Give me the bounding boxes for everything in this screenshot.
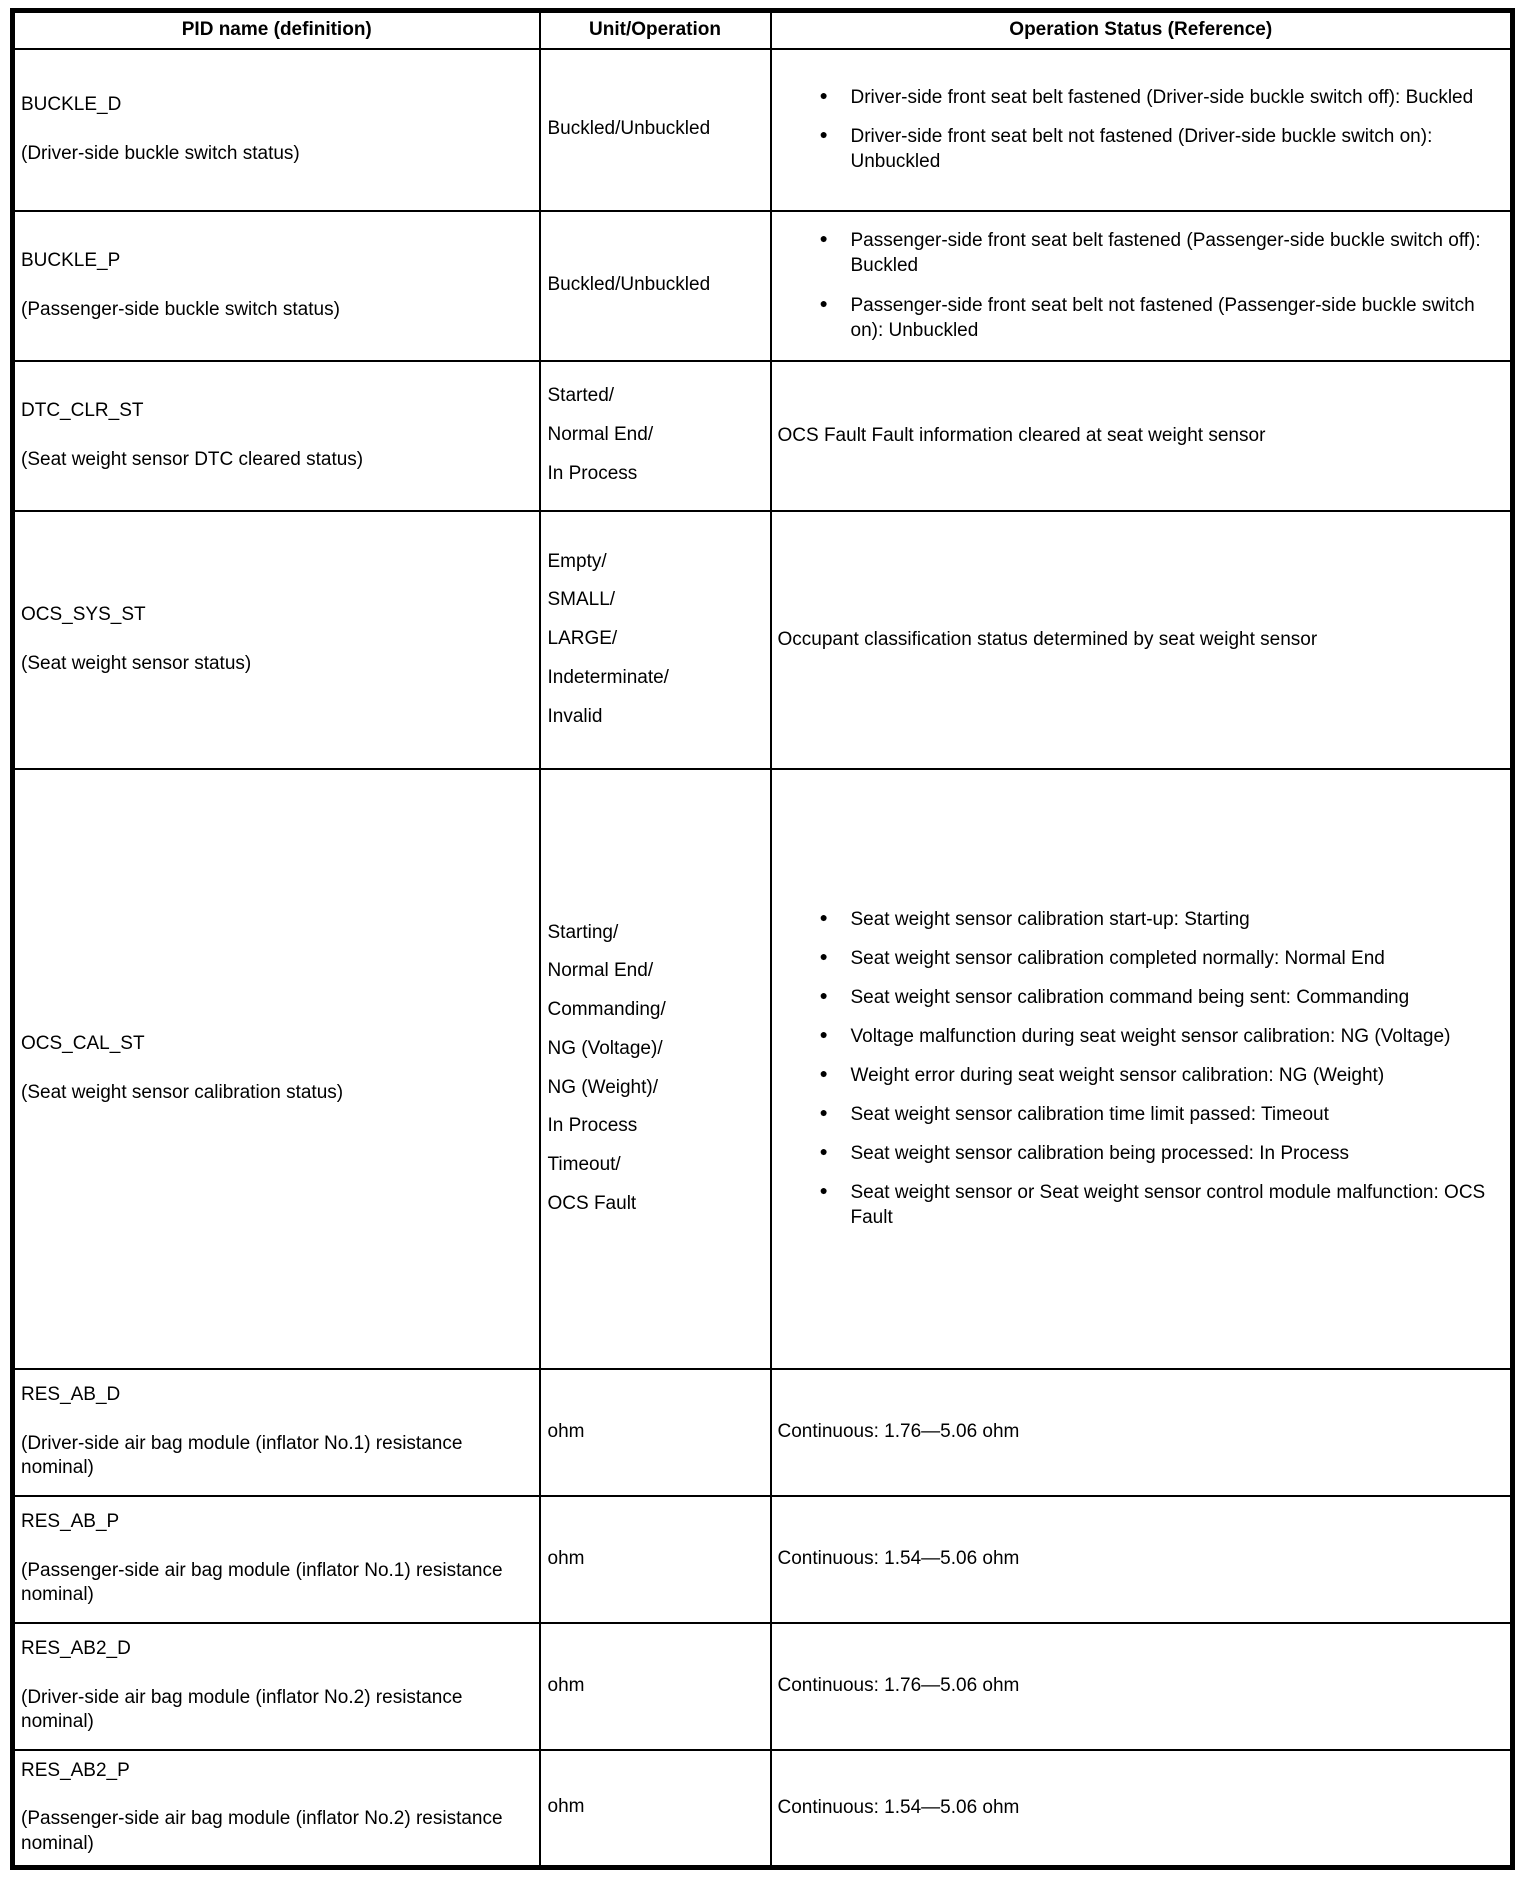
pid-definition: (Seat weight sensor calibration status) bbox=[21, 1081, 344, 1103]
unit-value: SMALL/ bbox=[547, 589, 616, 611]
status-bullet-list bbox=[778, 907, 1501, 1231]
bullet-icon: ● bbox=[819, 1143, 828, 1160]
bullet-icon: ● bbox=[819, 294, 828, 311]
unit-value: Starting/ bbox=[547, 921, 619, 943]
unit-cell bbox=[540, 511, 771, 769]
unit-cell bbox=[540, 361, 771, 511]
pid-cell bbox=[13, 1750, 540, 1868]
bullet-icon: ● bbox=[819, 986, 828, 1003]
status-cell bbox=[771, 1496, 1513, 1623]
status-bullet-item bbox=[820, 124, 1501, 174]
unit-value: Commanding/ bbox=[547, 999, 666, 1021]
pid-cell bbox=[13, 511, 540, 769]
pid-cell bbox=[13, 1369, 540, 1496]
status-text: Weight error during seat weight sensor calibration: NG (Weight) bbox=[850, 1064, 1385, 1086]
unit-cell bbox=[540, 1496, 771, 1623]
table-header-row bbox=[13, 11, 1513, 49]
pid-definition: (Passenger-side air bag module (inflator No.1) resistance nominal) bbox=[21, 1559, 503, 1606]
status-text: Voltage malfunction during seat weight sensor calibration: NG (Voltage) bbox=[850, 1025, 1451, 1047]
pid-name: OCS_CAL_ST bbox=[21, 1032, 145, 1054]
unit-value: ohm bbox=[547, 1420, 585, 1442]
pid-definition: (Driver-side air bag module (inflator No.2) resistance nominal) bbox=[21, 1686, 463, 1733]
status-bullet-item bbox=[820, 1024, 1501, 1049]
table-row bbox=[13, 211, 1513, 361]
status-bullet-item bbox=[820, 1141, 1501, 1166]
pid-name: RES_AB2_D bbox=[21, 1637, 131, 1659]
unit-value: In Process bbox=[547, 462, 638, 484]
unit-value: Empty/ bbox=[547, 550, 607, 572]
bullet-icon: ● bbox=[819, 1064, 828, 1081]
pid-definition: (Driver-side buckle switch status) bbox=[21, 142, 300, 164]
col-header-pid-name: PID name (definition) bbox=[13, 11, 540, 49]
pid-definition: (Seat weight sensor status) bbox=[21, 652, 252, 674]
pid-cell bbox=[13, 769, 540, 1369]
status-cell bbox=[771, 1369, 1513, 1496]
status-text: Occupant classification status determined by seat weight sensor bbox=[777, 628, 1318, 650]
unit-value: Buckled/Unbuckled bbox=[547, 118, 711, 140]
table-row bbox=[13, 1623, 1513, 1750]
pid-cell bbox=[13, 361, 540, 511]
pid-cell bbox=[13, 1496, 540, 1623]
unit-value: ohm bbox=[547, 1547, 585, 1569]
status-text: Driver-side front seat belt fastened (Driver-side buckle switch off): Buckled bbox=[850, 86, 1474, 108]
pid-name: OCS_SYS_ST bbox=[21, 603, 146, 625]
status-text: Continuous: 1.54—5.06 ohm bbox=[777, 1796, 1020, 1818]
pid-cell bbox=[13, 49, 540, 211]
status-text: Continuous: 1.76—5.06 ohm bbox=[777, 1675, 1020, 1697]
unit-value: Buckled/Unbuckled bbox=[547, 274, 711, 296]
pid-reference-table bbox=[10, 8, 1515, 1870]
unit-value: In Process bbox=[547, 1115, 638, 1137]
status-text: Driver-side front seat belt not fastened (Driver-side buckle switch on): Unbuckled bbox=[850, 125, 1433, 173]
status-cell bbox=[771, 49, 1513, 211]
table-row bbox=[13, 1369, 1513, 1496]
unit-value: Normal End/ bbox=[547, 424, 654, 446]
status-cell bbox=[771, 511, 1513, 769]
unit-value: LARGE/ bbox=[547, 628, 618, 650]
unit-value: Timeout/ bbox=[547, 1153, 621, 1175]
status-cell bbox=[771, 769, 1513, 1369]
status-text: Passenger-side front seat belt not fastened (Passenger-side buckle switch on): Unbuckled bbox=[850, 294, 1475, 341]
status-bullet-item bbox=[820, 907, 1501, 932]
unit-cell bbox=[540, 211, 771, 361]
status-bullet-item bbox=[820, 85, 1501, 110]
status-text: Seat weight sensor or Seat weight sensor control module malfunction: OCS Fault bbox=[850, 1182, 1486, 1229]
pid-name: DTC_CLR_ST bbox=[21, 399, 144, 421]
col-header-operation-status: Operation Status (Reference) bbox=[771, 11, 1513, 49]
table-row bbox=[13, 769, 1513, 1369]
unit-value: ohm bbox=[547, 1674, 585, 1696]
unit-cell bbox=[540, 769, 771, 1369]
col-header-unit-operation: Unit/Operation bbox=[540, 11, 771, 49]
pid-definition: (Seat weight sensor DTC cleared status) bbox=[21, 448, 364, 470]
pid-definition: (Passenger-side buckle switch status) bbox=[21, 298, 340, 320]
unit-value: ohm bbox=[547, 1796, 585, 1818]
status-text: Seat weight sensor calibration command being sent: Commanding bbox=[850, 986, 1410, 1008]
bullet-icon: ● bbox=[819, 908, 828, 925]
pid-cell bbox=[13, 1623, 540, 1750]
pid-name: RES_AB2_P bbox=[21, 1759, 130, 1781]
bullet-icon: ● bbox=[819, 1104, 828, 1121]
status-cell bbox=[771, 211, 1513, 361]
unit-cell bbox=[540, 1623, 771, 1750]
status-text: Seat weight sensor calibration start-up: Starting bbox=[850, 908, 1250, 930]
status-text: Seat weight sensor calibration being processed: In Process bbox=[850, 1143, 1349, 1165]
unit-cell bbox=[540, 1369, 771, 1496]
unit-cell bbox=[540, 1750, 771, 1868]
status-cell bbox=[771, 1623, 1513, 1750]
unit-value: OCS Fault bbox=[547, 1192, 637, 1214]
status-cell bbox=[771, 1750, 1513, 1868]
bullet-icon: ● bbox=[819, 1182, 828, 1199]
status-bullet-item bbox=[820, 985, 1501, 1010]
status-text: Seat weight sensor calibration time limit passed: Timeout bbox=[850, 1104, 1329, 1126]
bullet-icon: ● bbox=[819, 230, 828, 247]
status-bullet-item bbox=[820, 1180, 1501, 1230]
unit-value: Started/ bbox=[547, 385, 615, 407]
status-text: OCS Fault Fault information cleared at seat weight sensor bbox=[777, 424, 1266, 446]
status-bullet-item bbox=[820, 946, 1501, 971]
status-bullet-list bbox=[778, 85, 1501, 174]
status-bullet-item bbox=[820, 228, 1501, 278]
pid-name: BUCKLE_P bbox=[21, 249, 121, 271]
status-text: Continuous: 1.76—5.06 ohm bbox=[777, 1421, 1020, 1443]
unit-value: Normal End/ bbox=[547, 960, 654, 982]
bullet-icon: ● bbox=[819, 86, 828, 103]
pid-cell bbox=[13, 211, 540, 361]
unit-cell bbox=[540, 49, 771, 211]
pid-definition: (Passenger-side air bag module (inflator No.2) resistance nominal) bbox=[21, 1808, 503, 1854]
unit-value: Indeterminate/ bbox=[547, 666, 669, 688]
pid-definition: (Driver-side air bag module (inflator No.1) resistance nominal) bbox=[21, 1432, 463, 1479]
status-bullet-item bbox=[820, 1102, 1501, 1127]
bullet-icon: ● bbox=[819, 947, 828, 964]
table-row bbox=[13, 1750, 1513, 1868]
unit-value: NG (Voltage)/ bbox=[547, 1037, 663, 1059]
status-bullet-item bbox=[820, 293, 1501, 343]
table-row bbox=[13, 511, 1513, 769]
table-row bbox=[13, 361, 1513, 511]
status-text: Continuous: 1.54—5.06 ohm bbox=[777, 1548, 1020, 1570]
table-row bbox=[13, 1496, 1513, 1623]
pid-name: BUCKLE_D bbox=[21, 93, 122, 115]
bullet-icon: ● bbox=[819, 125, 828, 142]
status-bullet-list bbox=[778, 228, 1501, 342]
unit-value: Invalid bbox=[547, 705, 603, 727]
status-cell bbox=[771, 361, 1513, 511]
status-text: Seat weight sensor calibration completed normally: Normal End bbox=[850, 947, 1385, 969]
bullet-icon: ● bbox=[819, 1025, 828, 1042]
unit-value: NG (Weight)/ bbox=[547, 1076, 659, 1098]
pid-name: RES_AB_P bbox=[21, 1510, 120, 1532]
table-row bbox=[13, 49, 1513, 211]
status-text: Passenger-side front seat belt fastened (Passenger-side buckle switch off): Buckled bbox=[850, 230, 1481, 277]
status-bullet-item bbox=[820, 1063, 1501, 1088]
pid-name: RES_AB_D bbox=[21, 1383, 121, 1405]
